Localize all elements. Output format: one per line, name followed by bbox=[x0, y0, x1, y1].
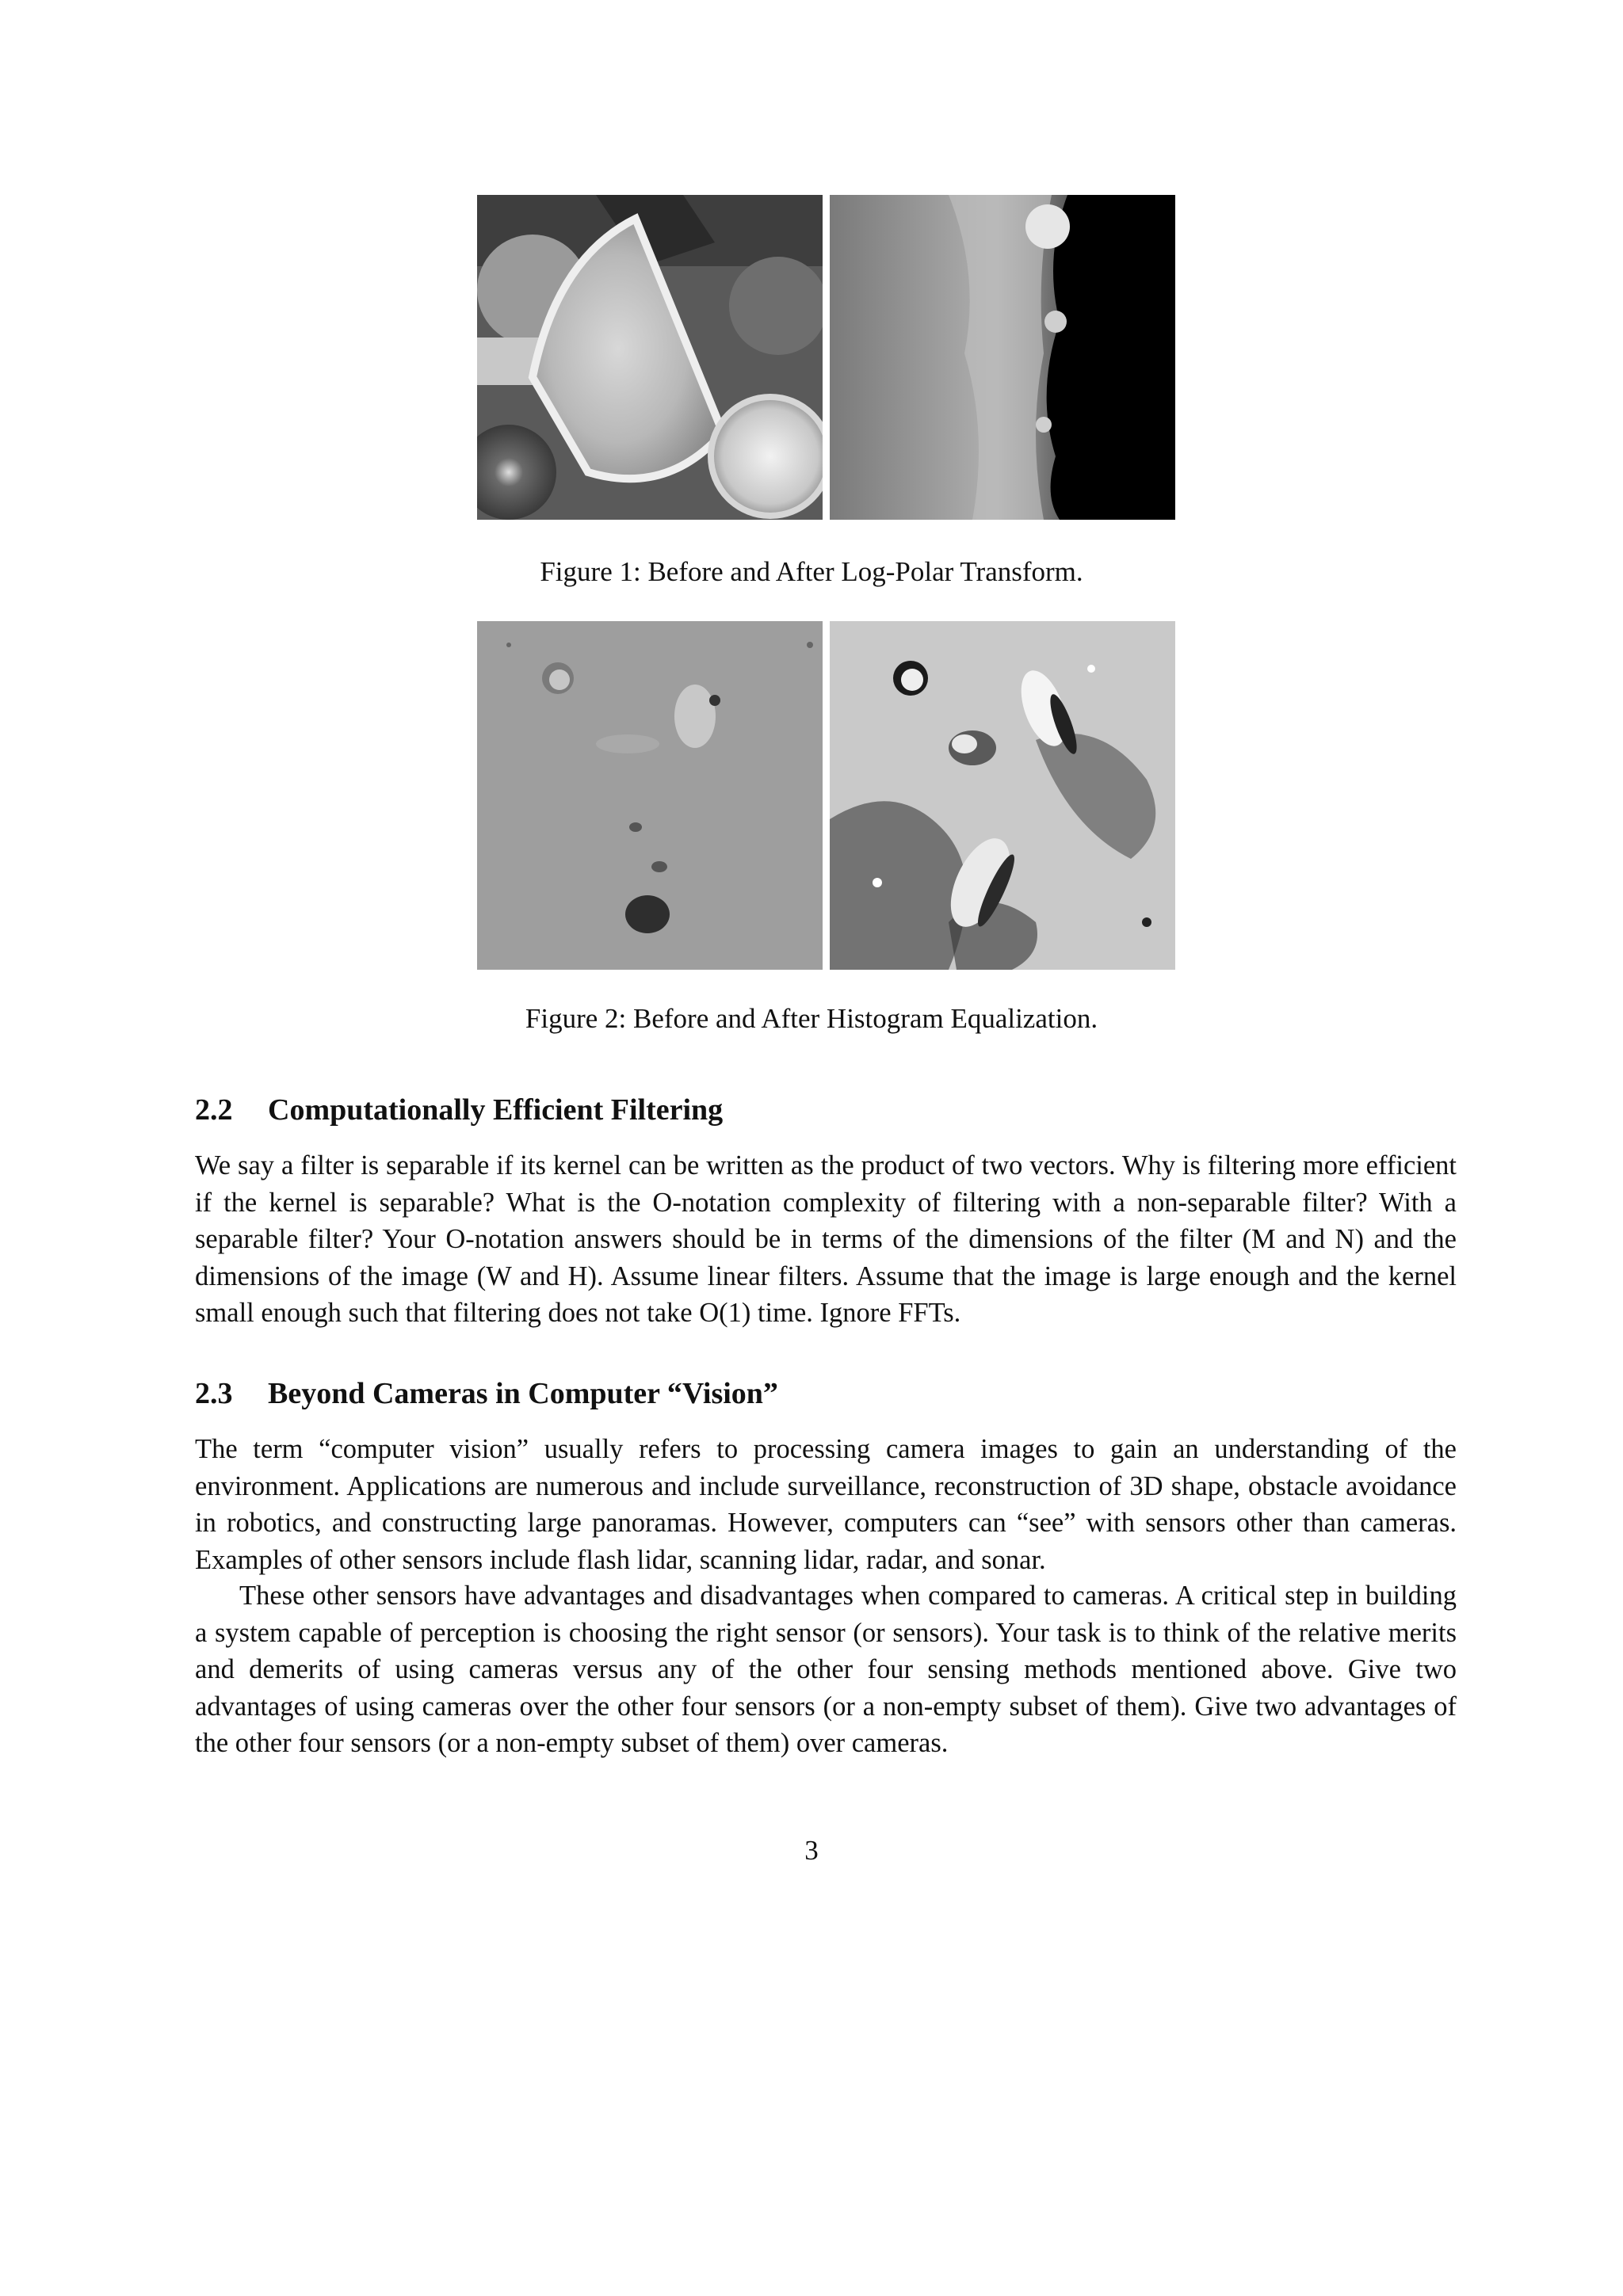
figure-1-caption: Figure 1: Before and After Log-Polar Transform. bbox=[540, 556, 1083, 587]
paragraph: These other sensors have advantages and disadvantages when compared to cameras. A critical step in building a system capable of perception is choosing the right sensor (or sensors). Your task is to think of the relative merits and demerits of using cameras versus any of the other four sensing methods mentioned above. Give two advantages of using cameras over the other four sensors (or a non-empty subset of them). Give two advantages of the other four sensors (or a non-empty subset of them) over cameras. bbox=[195, 1581, 1457, 1758]
lunar-image-after bbox=[830, 621, 1175, 970]
paragraph: The term “computer vision” usually refers to processing camera images to gain an understanding of the environment. Applications are numerous and include surveillance, reconstruction of 3D shape, obstacle avoidance in robotics, and constructing large panoramas. However, computers can “see” with sensors other than cameras. Examples of other sensors include flash lidar, scanning lidar, radar, and sonar. bbox=[195, 1434, 1457, 1575]
figure-1 bbox=[0, 195, 1623, 520]
section-heading-2-3 bbox=[195, 1375, 778, 1412]
fruit-image-before bbox=[477, 195, 823, 520]
section-number: 2.3 bbox=[195, 1377, 233, 1410]
page-number: 3 bbox=[804, 1835, 819, 1866]
figure-2 bbox=[0, 621, 1623, 970]
lunar-image-before bbox=[477, 621, 823, 970]
fruit-image-after bbox=[830, 195, 1175, 520]
section-title: Beyond Cameras in Computer “Vision” bbox=[268, 1377, 778, 1410]
section-heading-2-2 bbox=[195, 1092, 723, 1128]
figure-2-caption: Figure 2: Before and After Histogram Equalization. bbox=[525, 1003, 1098, 1034]
section-number: 2.2 bbox=[195, 1093, 233, 1127]
paragraph: We say a filter is separable if its kernel can be written as the product of two vectors. Why is filtering more efficient if the kernel is separable? What is the O-notation complexity of filtering with a non-separable filter? With a separable filter? Your O-notation answers should be in terms of the dimensions of the filter (M and N) and the dimensions of the image (W and H). Assume linear filters. Assume that the image is large enough and the kernel small enough such that filtering does not take O(1) time. Ignore FFTs. bbox=[195, 1150, 1457, 1328]
section-title: Computationally Efficient Filtering bbox=[268, 1093, 724, 1127]
